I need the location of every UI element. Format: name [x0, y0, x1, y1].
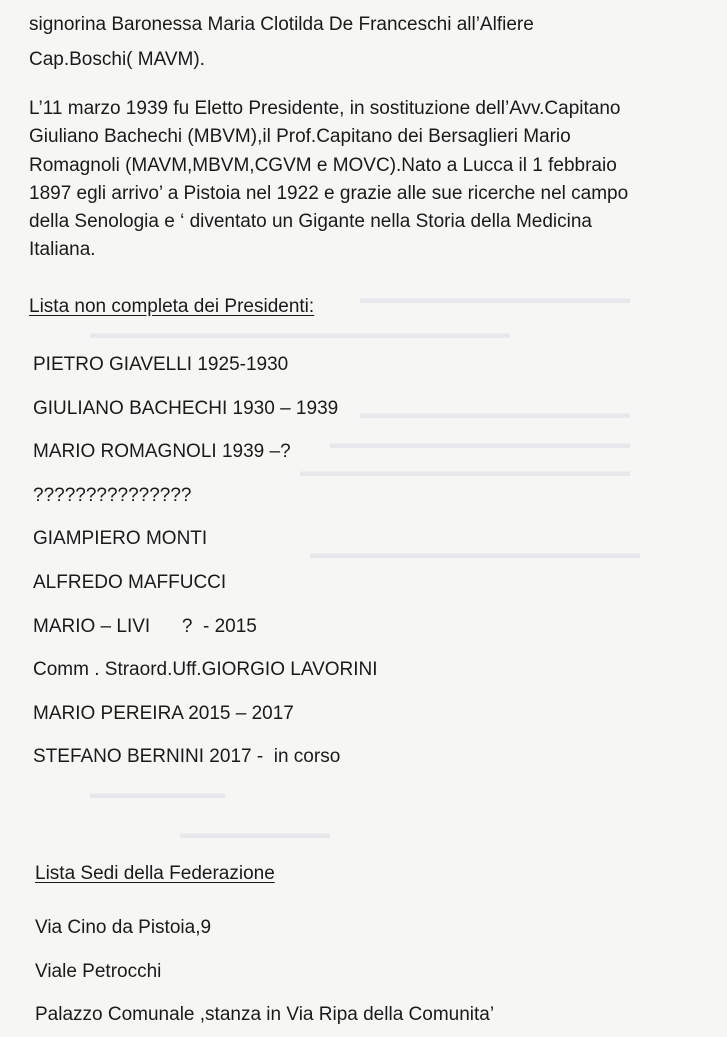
- bleed-through-texture: ▬▬▬▬▬▬▬▬▬▬▬▬▬▬▬▬▬▬▬▬▬▬: [310, 545, 640, 562]
- list-item: MARIO ROMAGNOLI 1939 –?: [33, 441, 291, 463]
- bleed-through-texture: ▬▬▬▬▬▬▬▬▬: [90, 785, 225, 802]
- list-item: Viale Petrocchi: [35, 960, 162, 982]
- list-item: Palazzo Comunale ,stanza in Via Ripa della Comunita’: [35, 1004, 495, 1025]
- text-line: Romagnoli (MAVM,MBVM,CGVM e MOVC).Nato a Lucca il 1 febbraio: [29, 154, 617, 176]
- text-line: Giuliano Bachechi (MBVM),il Prof.Capitano dei Bersaglieri Mario: [29, 126, 571, 148]
- text-line: Italiana.: [29, 239, 96, 261]
- bleed-through-texture: ▬▬▬▬▬▬▬▬▬▬▬▬▬▬▬▬▬▬▬▬: [330, 435, 630, 452]
- sedi-list: [35, 906, 494, 1037]
- intro-text: [29, 12, 534, 73]
- bleed-through-texture: ▬▬▬▬▬▬▬▬▬▬: [180, 825, 330, 842]
- body-paragraph: [29, 95, 628, 265]
- list-item: ALFREDO MAFFUCCI: [33, 571, 227, 593]
- text-line: della Senologia e ‘ diventato un Gigante nella Storia della Medicina: [29, 211, 592, 233]
- list-item: Via Cino da Pistoia,9: [35, 917, 212, 938]
- bleed-through-texture: ▬▬▬▬▬▬▬▬▬▬▬▬▬▬▬▬▬▬: [360, 290, 630, 307]
- list-item: GIAMPIERO MONTI: [33, 528, 208, 550]
- sedi-heading: Lista Sedi della Federazione: [35, 863, 275, 884]
- bleed-through-texture: ▬▬▬▬▬▬▬▬▬▬▬▬▬▬▬▬▬▬▬▬▬▬: [300, 463, 630, 480]
- list-item: MARIO PEREIRA 2015 – 2017: [33, 702, 294, 724]
- list-item: PIETRO GIAVELLI 1925-1930: [33, 354, 289, 375]
- list-item: ???????????????: [33, 484, 192, 506]
- list-item: GIULIANO BACHECHI 1930 – 1939: [33, 397, 339, 419]
- list-item: MARIO – LIVI ? - 2015: [33, 615, 257, 637]
- list-item: STEFANO BERNINI 2017 - in corso: [33, 746, 341, 768]
- text-line: L’11 marzo 1939 fu Eletto Presidente, in sostituzione dell’Avv.Capitano: [29, 98, 621, 119]
- text-line: 1897 egli arrivo’ a Pistoia nel 1922 e grazie alle sue ricerche nel campo: [29, 182, 629, 204]
- bleed-through-texture: ▬▬▬▬▬▬▬▬▬▬▬▬▬▬▬▬▬▬: [360, 405, 630, 422]
- bleed-through-texture: ▬▬▬▬▬▬▬▬▬▬▬▬▬▬▬▬▬▬▬▬▬▬▬▬▬▬▬▬: [90, 325, 510, 342]
- text-line: Cap.Boschi( MAVM).: [29, 49, 205, 70]
- text-line: signorina Baronessa Maria Clotilda De Franceschi all’Alfiere: [29, 14, 534, 35]
- list-item: Comm . Straord.Uff.GIORGIO LAVORINI: [33, 659, 378, 681]
- presidents-list: [33, 343, 378, 779]
- presidents-heading: Lista non completa dei Presidenti:: [29, 296, 315, 317]
